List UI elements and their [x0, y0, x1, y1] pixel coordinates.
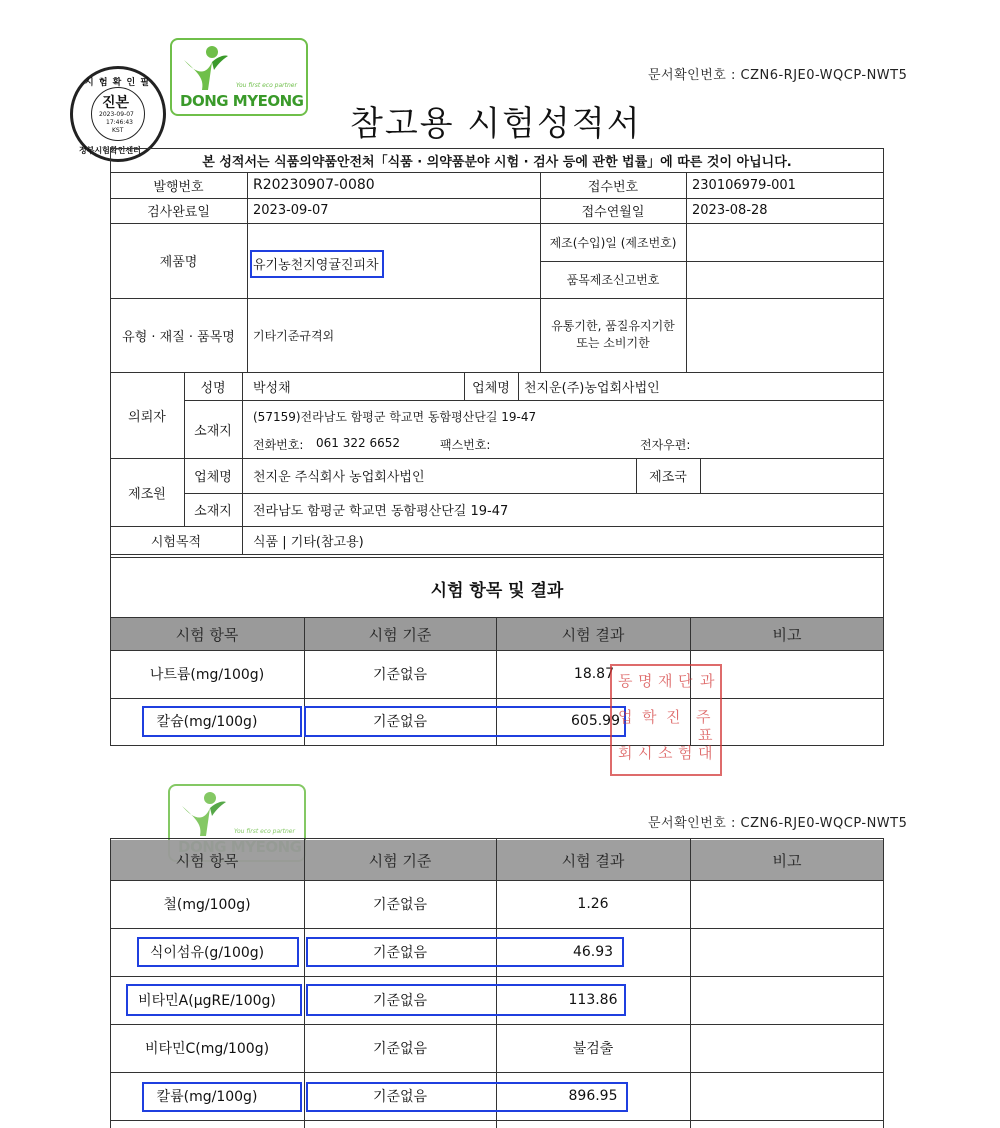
stamp-inner-ring: [91, 87, 145, 141]
maker-address-label: 소재지: [194, 504, 232, 519]
col-header-note: 비고: [772, 625, 802, 644]
col-header-result: 시험 결과: [561, 851, 625, 870]
purpose-label: 시험목적: [150, 534, 202, 550]
receipt-date: 2023-08-28: [692, 203, 768, 218]
logo-tagline: You first eco partner: [236, 82, 297, 89]
phone-value: 061 322 6652: [316, 436, 400, 450]
seal-char: 시: [638, 744, 653, 762]
test-done-label: 검사완료일: [147, 205, 210, 220]
col-header-item: 시험 항목: [175, 625, 239, 644]
seal-char: 대: [698, 744, 713, 762]
product-label: 제품명: [159, 255, 198, 270]
product-name: 유기농천지영귤진피차: [253, 257, 379, 273]
row-standard: 기준없음: [372, 1041, 428, 1057]
row-standard: 기준없음: [372, 714, 428, 730]
seal-char: 표: [698, 726, 713, 744]
red-seal: [610, 664, 722, 776]
row-item: 나트륨(mg/100g): [149, 667, 265, 683]
document-number-p2: 문서확인번호 : CZN6-RJE0-WQCP-NWT5: [648, 816, 908, 831]
row-item: 칼륨(mg/100g): [156, 1089, 258, 1105]
row-item: 칼슘(mg/100g): [156, 714, 258, 730]
seal-char: 과: [700, 672, 715, 690]
col-header-note: 비고: [772, 851, 802, 870]
vitamin-a-highlight-right: [306, 984, 626, 1016]
col-header-standard: 시험 기준: [368, 851, 432, 870]
client-company-label: 업체명: [472, 380, 510, 396]
email-label: 전자우편:: [640, 438, 691, 452]
stamp-tz: KST: [112, 127, 124, 134]
leaf-person-icon: [178, 44, 230, 92]
col-header-result: 시험 결과: [561, 625, 625, 644]
type-value: 기타기준규격외: [253, 328, 335, 343]
row-standard: 기준없음: [372, 993, 428, 1009]
stamp-center: 진본: [102, 95, 130, 111]
issue-no-label: 발행번호: [153, 179, 204, 195]
row-result: 113.86: [568, 992, 618, 1008]
row-standard: 기준없음: [372, 667, 428, 683]
seal-char: 진: [666, 708, 681, 726]
row-standard: 기준없음: [372, 897, 428, 913]
stamp-arc-top: 시 험 확 인 필: [85, 78, 151, 88]
row-result: 605.99: [571, 713, 620, 729]
client-label: 의뢰자: [128, 409, 166, 425]
receipt-no-label: 접수번호: [587, 179, 639, 195]
stamp-time: 17:46:43: [106, 119, 133, 126]
maker-address: 전라남도 함평군 학교면 동함평산단길 19-47: [253, 504, 509, 519]
seal-char: 회: [618, 744, 633, 762]
phone-label: 전화번호:: [253, 438, 304, 452]
maker-label: 제조원: [128, 486, 166, 502]
col-header-standard: 시험 기준: [368, 625, 432, 644]
row-standard: 기준없음: [372, 945, 428, 961]
fax-label: 팩스번호:: [440, 438, 491, 452]
fiber-highlight-left: [137, 937, 299, 967]
results-title: 시험 항목 및 결과: [430, 580, 564, 601]
row-item: 식이섬유(g/100g): [149, 945, 265, 961]
document-title: 참고용 시험성적서: [350, 104, 642, 144]
client-name-label: 성명: [200, 380, 226, 396]
col-header-item: 시험 항목: [175, 851, 239, 870]
company-logo: [170, 38, 308, 116]
document-number: 문서확인번호 : CZN6-RJE0-WQCP-NWT5: [648, 68, 908, 83]
fiber-highlight-right: [306, 937, 624, 967]
seal-char: 학: [642, 708, 657, 726]
client-name: 박성채: [253, 380, 291, 396]
seal-char: 재: [658, 672, 673, 690]
seal-char: 명: [638, 672, 653, 690]
potassium-highlight-right: [306, 1082, 628, 1112]
client-address: (57159)전라남도 함평군 학교면 동함평산단길 19-47: [253, 410, 537, 424]
row-result: 46.93: [572, 944, 614, 960]
potassium-highlight-left: [142, 1082, 302, 1112]
stamp-arc-bottom: 정부시험확인센터: [79, 146, 141, 155]
seal-char: 험: [678, 744, 693, 762]
seal-char: 소: [658, 744, 673, 762]
expiry-label-line2: 또는 소비기한: [576, 336, 650, 350]
mfg-date-label: 제조(수입)일 (제조번호): [549, 235, 677, 250]
seal-char: 주: [696, 708, 711, 726]
country-label: 제조국: [649, 470, 687, 485]
row-result: 불검출: [572, 1041, 614, 1057]
receipt-no: 230106979-001: [692, 177, 796, 193]
logo-tagline: You first eco partner: [234, 828, 295, 835]
purpose-value: 식품 | 기타(참고용): [253, 534, 364, 550]
seal-char: 업: [618, 708, 633, 726]
calcium-highlight-right: [304, 706, 626, 737]
vitamin-a-highlight-left: [126, 984, 302, 1016]
row-standard: 기준없음: [372, 1089, 428, 1105]
client-company: 천지운(주)농업회사법인: [524, 380, 660, 396]
calcium-highlight-left: [142, 706, 302, 737]
type-label: 유형 · 재질 · 품목명: [122, 329, 235, 345]
client-address-label: 소재지: [194, 423, 232, 439]
product-highlight: [250, 250, 384, 278]
expiry-label: [540, 318, 686, 352]
stamp-date: 2023-09-07: [99, 111, 134, 118]
issue-no: R20230907-0080: [253, 177, 375, 193]
seal-char: 단: [678, 672, 693, 690]
notice-text: 본 성적서는 식품의약품안전처「식품 · 의약품분야 시험 · 검사 등에 관한 법률」에 따른 것이 아닙니다.: [202, 155, 792, 170]
row-result: 18.87: [573, 666, 614, 682]
row-result: 1.26: [577, 896, 609, 912]
row-item: 비타민C(mg/100g): [144, 1041, 270, 1057]
test-done-date: 2023-09-07: [253, 203, 329, 218]
row-item: 비타민A(μgRE/100g): [138, 993, 276, 1009]
logo-brand: DONG MYEONG: [180, 92, 304, 110]
maker-company: 천지운 주식회사 농업회사법인: [253, 470, 425, 485]
report-no-label: 품목제조신고번호: [566, 273, 660, 287]
row-item: 철(mg/100g): [163, 897, 251, 913]
leaf-person-icon: [176, 790, 228, 838]
maker-company-label: 업체명: [194, 470, 232, 485]
expiry-label-line1: 유통기한, 품질유지기한: [551, 319, 675, 333]
seal-char: 동: [618, 672, 633, 690]
row-result: 896.95: [568, 1088, 618, 1104]
receipt-date-label: 접수연월일: [581, 205, 645, 220]
